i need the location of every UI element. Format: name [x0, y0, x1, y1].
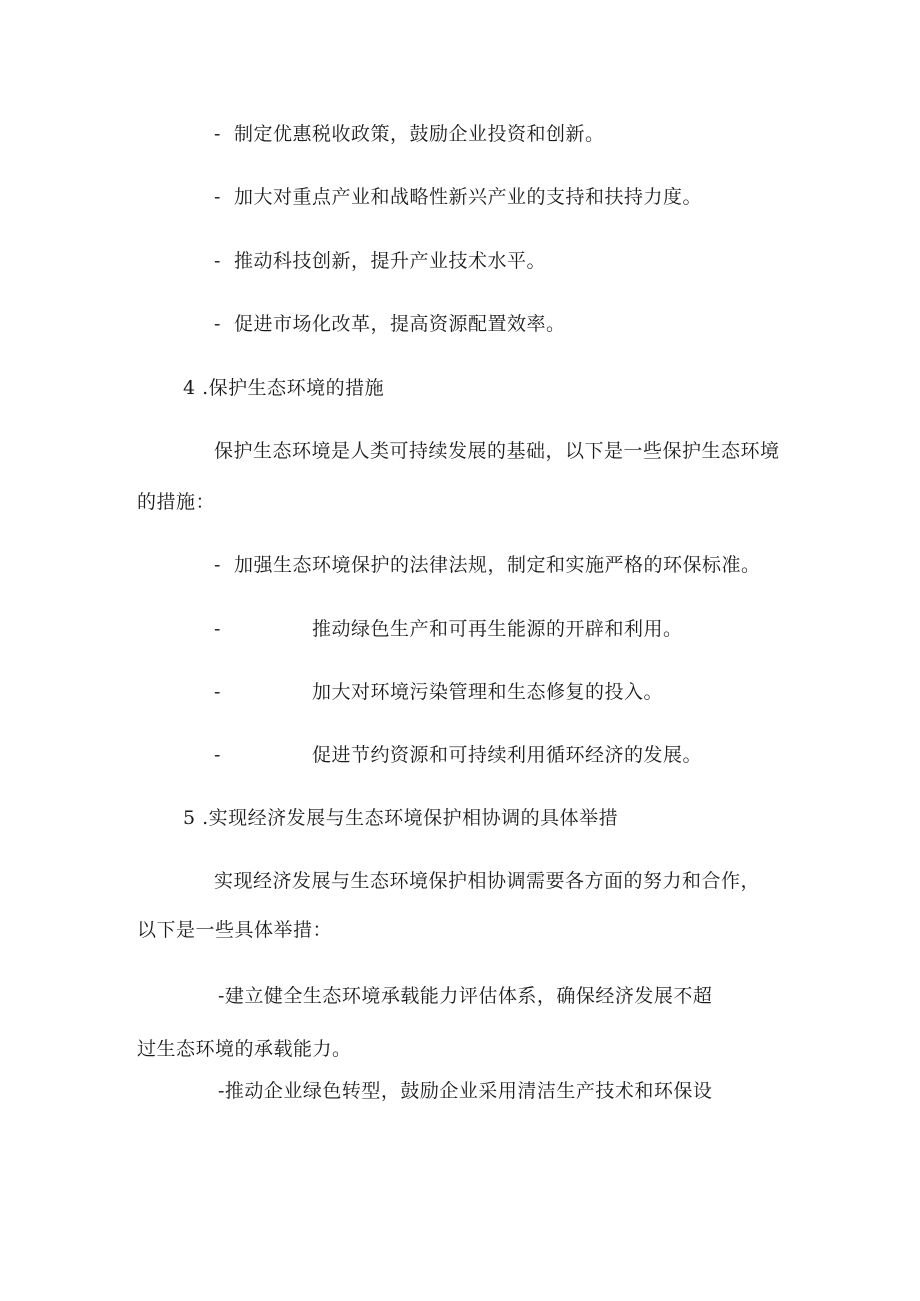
paragraph-line: [218, 984, 712, 1008]
paragraph-line: [137, 1037, 352, 1061]
dash-marker: -: [214, 186, 221, 208]
bullet-text: 加大对重点产业和战略性新兴产业的支持和扶持力度。: [234, 186, 703, 208]
bullet-text: 推动科技创新，提升产业技术水平。: [234, 250, 547, 272]
paragraph-line: [218, 1079, 712, 1103]
bullet-text: 促进节约资源和可持续利用循环经济的发展。: [312, 744, 703, 766]
dash-marker: -: [214, 744, 221, 766]
paragraph-text: -建立健全生态环境承载能力评估体系，确保经济发展不超: [218, 985, 713, 1007]
dash-marker: -: [214, 123, 221, 145]
dash-marker: -: [214, 681, 221, 703]
dash-marker: -: [214, 250, 221, 272]
paragraph-text: 实现经济发展与生态环境保护相协调需要各方面的努力和合作，: [214, 870, 761, 892]
paragraph-text: 过生态环境的承载能力。: [137, 1038, 352, 1060]
bullet-line: [214, 553, 761, 577]
paragraph-text: 保护生态环境是人类可持续发展的基础，以下是一些保护生态环境: [214, 440, 780, 462]
bullet-text: 加强生态环境保护的法律法规，制定和实施严格的环保标准。: [234, 554, 761, 576]
paragraph-line: [214, 439, 780, 463]
paragraph-text: 以下是一些具体举措：: [137, 919, 333, 941]
bullet-line: [214, 617, 683, 641]
section-heading: [183, 806, 618, 830]
paragraph-line: [137, 918, 332, 942]
bullet-text: 加大对环境污染管理和生态修复的投入。: [312, 681, 664, 703]
dash-marker: -: [214, 554, 221, 576]
paragraph-text: -推动企业绿色转型，鼓励企业采用清洁生产技术和环保设: [218, 1080, 713, 1102]
bullet-text: 推动绿色生产和可再生能源的开辟和利用。: [312, 618, 683, 640]
paragraph-line: [214, 869, 760, 893]
dash-marker: -: [214, 313, 221, 335]
bullet-line: [214, 312, 566, 336]
bullet-text: 促进市场化改革，提高资源配置效率。: [234, 313, 566, 335]
dash-marker: -: [214, 618, 221, 640]
bullet-line: [214, 680, 663, 704]
bullet-text: 制定优惠税收政策，鼓励企业投资和创新。: [234, 123, 605, 145]
paragraph-line: [137, 490, 215, 514]
bullet-line: [214, 249, 546, 273]
section-heading: [183, 376, 384, 400]
bullet-line: [214, 185, 702, 209]
bullet-line: [214, 122, 605, 146]
section-heading-text: 5 .实现经济发展与生态环境保护相协调的具体举措: [183, 807, 619, 829]
bullet-line: [214, 743, 702, 767]
section-heading-text: 4 .保护生态环境的措施: [183, 377, 385, 399]
paragraph-text: 的措施：: [137, 491, 216, 513]
